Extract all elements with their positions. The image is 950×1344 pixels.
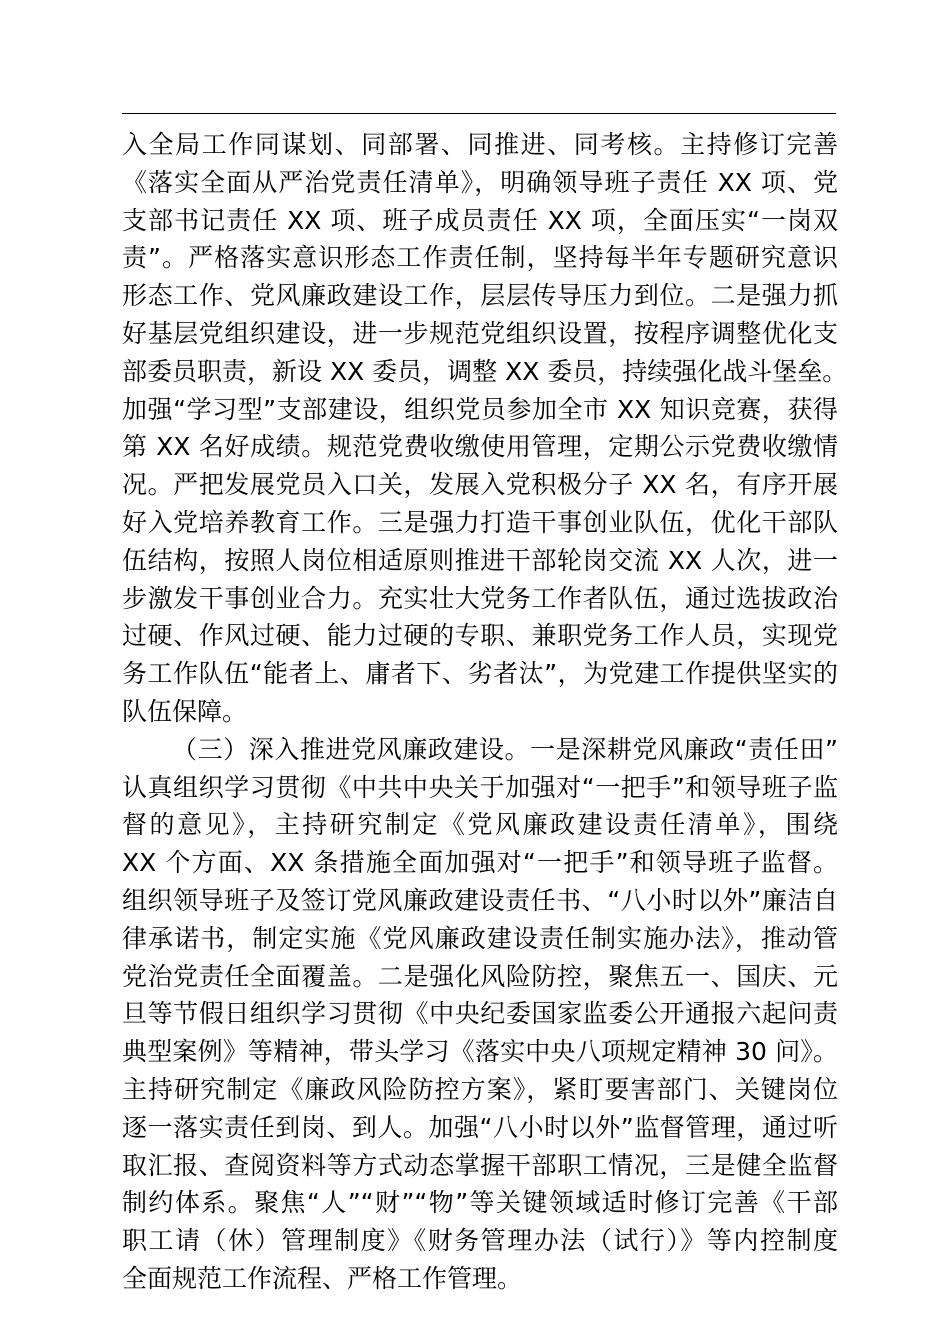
text-line: 制约体系。聚焦“人”“财”“物”等关键领域适时修订完善《干部 [122, 1188, 838, 1218]
text-line: XX 个方面、XX 条措施全面加强对“一把手”和领导班子监督。 [122, 848, 838, 878]
text-line: 支部书记责任 XX 项、班子成员责任 XX 项，全面压实“一岗双 [122, 205, 838, 235]
text-line: 《落实全面从严治党责任清单》，明确领导班子责任 XX 项、党 [122, 167, 838, 197]
text-line: 伍结构，按照人岗位相适原则推进干部轮岗交流 XX 人次，进一 [122, 545, 838, 575]
text-line: 取汇报、查阅资料等方式动态掌握干部职工情况，三是健全监督 [122, 1150, 838, 1180]
text-line: 责”。严格落实意识形态工作责任制，坚持每半年专题研究意识 [122, 243, 838, 273]
text-line: 职工请（休）管理制度》《财务管理办法（试行）》等内控制度 [122, 1226, 838, 1256]
text-line: 逐一落实责任到岗、到人。加强“八小时以外”监督管理，通过听 [122, 1112, 838, 1142]
text-line: 加强“学习型”支部建设，组织党员参加全市 XX 知识竞赛，获得 [122, 394, 838, 424]
header-rule [122, 113, 836, 114]
text-line: 步激发干事创业合力。充实壮大党务工作者队伍，通过选拔政治 [122, 583, 838, 613]
text-line: 组织领导班子及签订党风廉政建设责任书、“八小时以外”廉洁自 [122, 885, 838, 915]
text-line: 况。严把发展党员入口关，发展入党积极分子 XX 名，有序开展 [122, 470, 838, 500]
text-line: 主持研究制定《廉政风险防控方案》，紧盯要害部门、关键岗位 [122, 1074, 838, 1104]
paragraph-party-building [122, 126, 848, 731]
text-line: 好基层党组织建设，进一步规范党组织设置，按程序调整优化支 [122, 318, 838, 348]
section-heading-line: （三）深入推进党风廉政建设。一是深耕党风廉政“责任田” [172, 734, 838, 764]
text-line: 过硬、作风过硬、能力过硬的专职、兼职党务工作人员，实现党 [122, 621, 838, 651]
text-line: 督的意见》，主持研究制定《党风廉政建设责任清单》，围绕 [122, 810, 838, 840]
text-line: 形态工作、党风廉政建设工作，层层传导压力到位。二是强力抓 [122, 281, 838, 311]
text-line: 律承诺书，制定实施《党风廉政建设责任制实施办法》，推动管 [122, 923, 838, 953]
text-line: 全面规范工作流程、严格工作管理。 [122, 1263, 523, 1293]
text-line: 务工作队伍“能者上、庸者下、劣者汰”，为党建工作提供坚实的 [122, 659, 838, 689]
text-line: 党治党责任全面覆盖。二是强化风险防控，聚焦五一、国庆、元 [122, 961, 838, 991]
text-line: 好入党培养教育工作。三是强力打造干事创业队伍，优化干部队 [122, 507, 838, 537]
text-line: 典型案例》等精神，带头学习《落实中央八项规定精神 30 问》。 [122, 1037, 838, 1067]
text-line: 旦等节假日组织学习贯彻《中央纪委国家监委公开通报六起问责 [122, 999, 838, 1029]
text-line: 部委员职责，新设 XX 委员，调整 XX 委员，持续强化战斗堡垒。 [122, 356, 848, 386]
text-line: 认真组织学习贯彻《中共中央关于加强对“一把手”和领导班子监 [122, 772, 838, 802]
paragraph-integrity-building [122, 731, 838, 1298]
text-line: 队伍保障。 [122, 696, 248, 726]
text-line: 第 XX 名好成绩。规范党费收缴使用管理，定期公示党费收缴情 [122, 432, 838, 462]
text-line: 入全局工作同谋划、同部署、同推进、同考核。主持修订完善 [122, 130, 838, 159]
body-text [122, 126, 848, 1298]
